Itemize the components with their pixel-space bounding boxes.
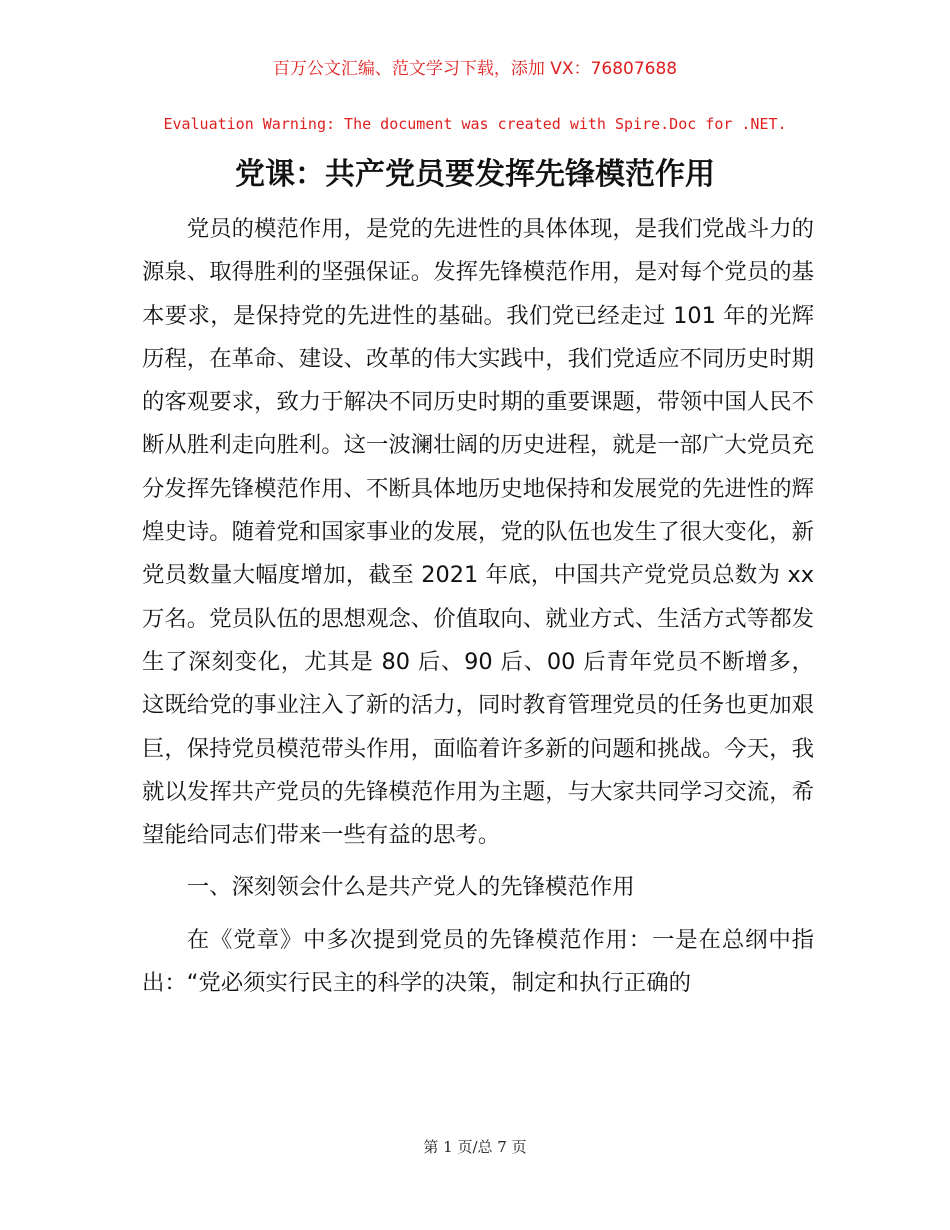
- evaluation-warning: Evaluation Warning: The document was created with Spire.Doc for .NET.: [163, 115, 787, 133]
- promo-banner: 百万公文汇编、范文学习下载，添加 VX：76807688: [272, 59, 678, 79]
- document-title: 党课：共产党员要发挥先锋模范作用: [235, 157, 715, 192]
- body-paragraph: 在《党章》中多次提到党员的先锋模范作用：一是在总纲中指出：“党必须实行民主的科学的决策，制定和执行正确的: [142, 926, 814, 997]
- document-body: [142, 208, 814, 1005]
- section-heading: 一、深刻领会什么是共产党人的先锋模范作用: [186, 874, 635, 901]
- body-paragraph: 党员的模范作用，是党的先进性的具体体现，是我们党战斗力的源泉、取得胜利的坚强保证。发挥先锋模范作用，是对每个党员的基本要求，是保持党的先进性的基础。我们党已经走过 101 年的光辉历程，在革命、建设、改革的伟大实践中，我们党适应不同历史时期的客观要求，致力于解决不同历史时期的重要课题，带领中国人民不断从胜利走向胜利。这一波澜壮阔的历史进程，就是一部广大党员充分发挥先锋模范作用、不断具体地历史地保持和发展党的先进性的辉煌史诗。随着党和国家事业的发展，党的队伍也发生了很大变化，新党员数量大幅度增加，截至 2021 年底，中国共产党党员总数为 xx 万名。党员队伍的思想观念、价值取向、就业方式、生活方式等都发生了深刻变化，尤其是 80 后、90 后、00 后青年党员不断增多，这既给党的事业注入了新的活力，同时教育管理党员的任务也更加艰巨，保持党员模范带头作用，面临着许多新的问题和挑战。今天，我就以发挥共产党员的先锋模范作用为主题，与大家共同学习交流，希望能给同志们带来一些有益的思考。: [142, 216, 814, 849]
- page-indicator: 第 1 页/总 7 页: [423, 1138, 527, 1156]
